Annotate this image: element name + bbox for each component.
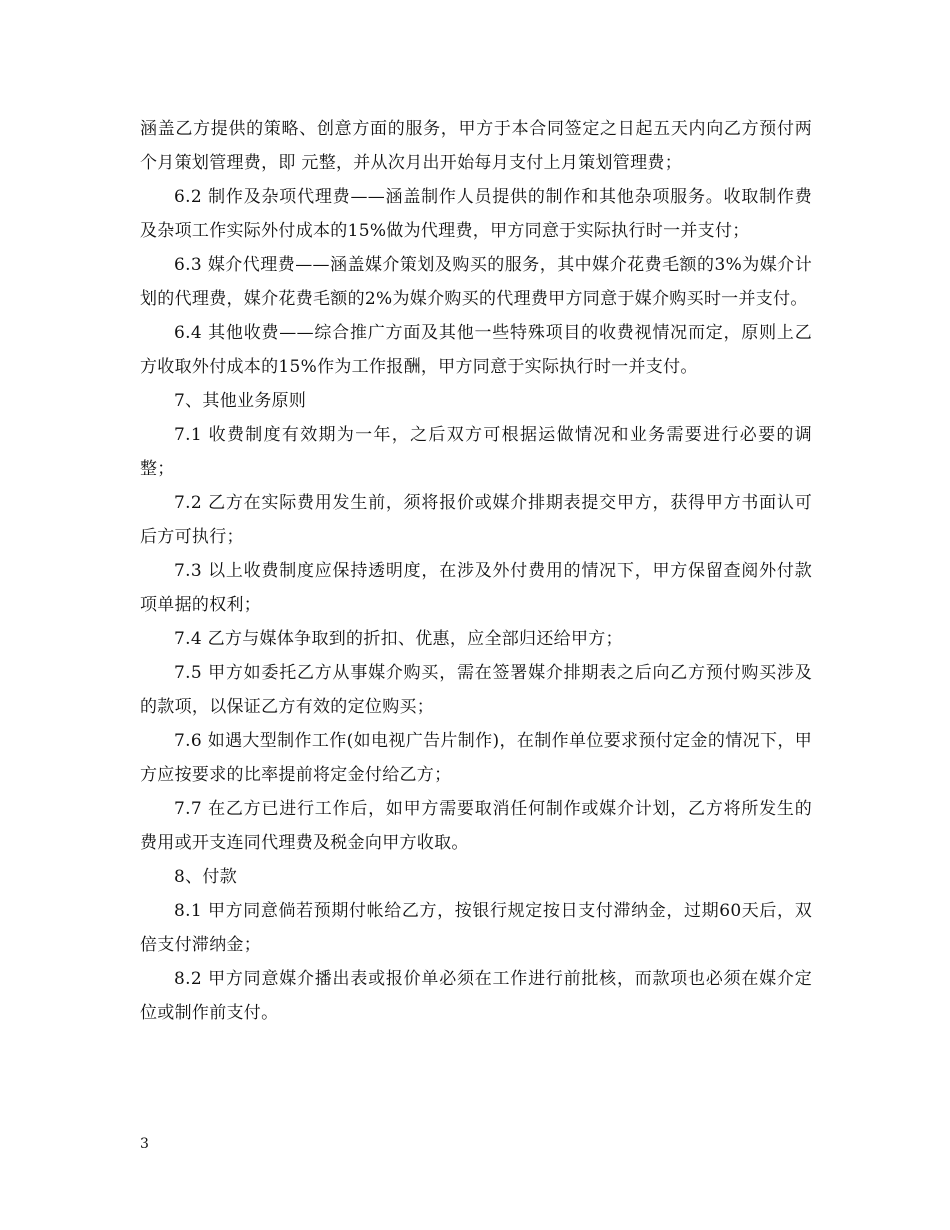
paragraph-8-2: 8.2 甲方同意媒介播出表或报价单必须在工作进行前批核，而款项也必须在媒介定位或制作前支付。 xyxy=(140,969,812,1023)
paragraph-8-1: 8.1 甲方同意倘若预期付帐给乙方，按银行规定按日支付滞纳金，过期60天后，双倍支付滞纳金； xyxy=(140,901,812,955)
paragraph-7-1: 7.1 收费制度有效期为一年，之后双方可根据运做情况和业务需要进行必要的调整； xyxy=(140,425,812,479)
paragraph-7-7: 7.7 在乙方已进行工作后，如甲方需要取消任何制作或媒介计划，乙方将所发生的费用或开支连同代理费及税金向甲方收取。 xyxy=(140,799,812,853)
document-body xyxy=(140,112,812,1030)
paragraph-6-2: 6.2 制作及杂项代理费——涵盖制作人员提供的制作和其他杂项服务。收取制作费及杂项工作实际外付成本的15%做为代理费，甲方同意于实际执行时一并支付； xyxy=(140,187,812,241)
paragraph-7-6: 7.6 如遇大型制作工作(如电视广告片制作)，在制作单位要求预付定金的情况下，甲方应按要求的比率提前将定金付给乙方； xyxy=(140,731,812,785)
section-heading-8: 8、付款 xyxy=(174,867,238,887)
paragraph-7-3: 7.3 以上收费制度应保持透明度，在涉及外付费用的情况下，甲方保留查阅外付款项单据的权利； xyxy=(140,561,812,615)
paragraph-fee-continuation: 涵盖乙方提供的策略、创意方面的服务，甲方于本合同签定之日起五天内向乙方预付两个月策划管理费，即 元整，并从次月出开始每月支付上月策划管理费； xyxy=(140,119,812,173)
section-heading-7: 7、其他业务原则 xyxy=(174,391,307,411)
page-number: 3 xyxy=(140,1136,149,1152)
paragraph-6-4: 6.4 其他收费——综合推广方面及其他一些特殊项目的收费视情况而定，原则上乙方收取外付成本的15%作为工作报酬，甲方同意于实际执行时一并支付。 xyxy=(140,323,812,377)
paragraph-6-3: 6.3 媒介代理费——涵盖媒介策划及购买的服务，其中媒介花费毛额的3%为媒介计划的代理费，媒介花费毛额的2%为媒介购买的代理费甲方同意于媒介购买时一并支付。 xyxy=(140,255,812,309)
paragraph-7-2: 7.2 乙方在实际费用发生前，须将报价或媒介排期表提交甲方，获得甲方书面认可后方可执行； xyxy=(140,493,812,547)
paragraph-7-4: 7.4 乙方与媒体争取到的折扣、优惠，应全部归还给甲方； xyxy=(174,629,623,649)
paragraph-7-5: 7.5 甲方如委托乙方从事媒介购买，需在签署媒介排期表之后向乙方预付购买涉及的款项，以保证乙方有效的定位购买； xyxy=(140,663,812,717)
